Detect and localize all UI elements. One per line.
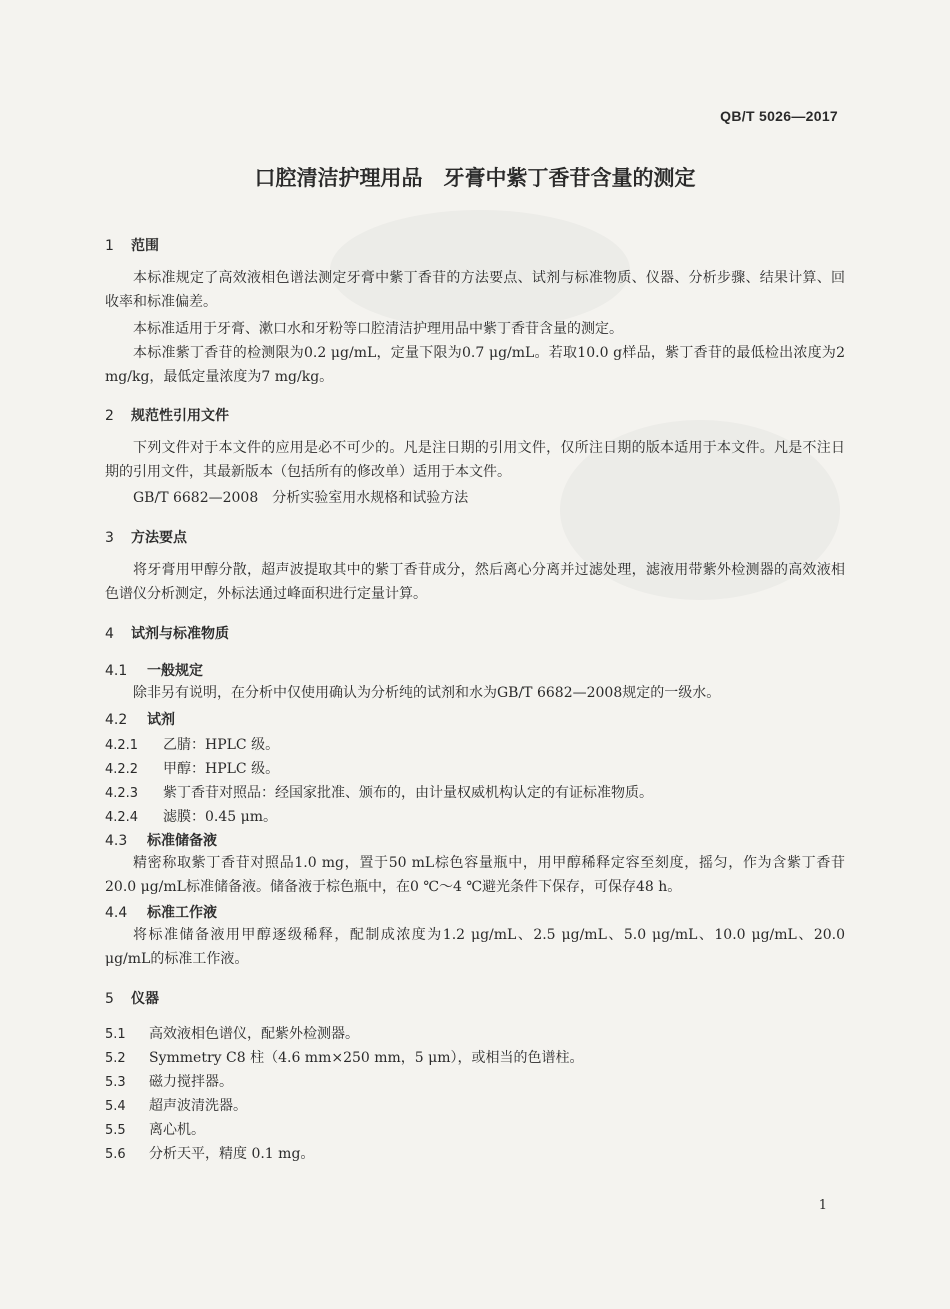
subsection-number: 4.1: [105, 663, 128, 679]
item-text: 离心机。: [149, 1122, 205, 1138]
item-text: 超声波清洗器。: [149, 1098, 247, 1114]
subsection-number: 4.3: [105, 833, 128, 849]
section-title: 方法要点: [131, 530, 187, 546]
subsection-title: 试剂: [147, 712, 175, 728]
item-text: 紫丁香苷对照品：经国家批准、颁布的，由计量权威机构认定的有证标准物质。: [163, 785, 653, 801]
subsection-4-4-heading: [105, 902, 217, 922]
item-number: 5.3: [105, 1075, 126, 1090]
subsection-title: 一般规定: [147, 663, 203, 679]
item-text: 高效液相色谱仪，配紫外检测器。: [149, 1026, 359, 1042]
item-text: Symmetry C8 柱（4.6 mm×250 mm，5 μm），或相当的色谱柱。: [149, 1050, 584, 1066]
section-title: 规范性引用文件: [131, 408, 229, 424]
item-text: 磁力搅拌器。: [149, 1074, 233, 1090]
list-item: [105, 1095, 247, 1115]
section-number: 3: [105, 530, 114, 546]
list-item: [105, 1119, 205, 1139]
section-5-heading: [105, 988, 159, 1008]
item-number: 5.2: [105, 1051, 126, 1066]
section-number: 4: [105, 626, 114, 642]
item-number: 5.6: [105, 1147, 126, 1162]
item-text: 分析天平，精度 0.1 mg。: [149, 1146, 315, 1162]
page-number: 1: [818, 1198, 827, 1213]
paragraph: 下列文件对于本文件的应用是必不可少的。凡是注日期的引用文件，仅所注日期的版本适用于本文件。凡是不注日期的引用文件，其最新版本（包括所有的修改单）适用于本文件。: [105, 440, 845, 480]
paragraph: 本标准适用于牙膏、漱口水和牙粉等口腔清洁护理用品中紫丁香苷含量的测定。: [133, 321, 623, 337]
list-item: [105, 1071, 233, 1091]
list-item: [105, 758, 279, 778]
paragraph: 精密称取紫丁香苷对照品1.0 mg，置于50 mL棕色容量瓶中，用甲醇稀释定容至刻度，摇匀，作为含紫丁香苷20.0 μg/mL标准储备液。储备液于棕色瓶中，在0 ℃～4 ℃避光条件下保存，可保存48 h。: [105, 855, 845, 895]
section-title: 试剂与标准物质: [131, 626, 229, 642]
list-item: [105, 734, 279, 754]
standard-code: QB/T 5026—2017: [720, 108, 838, 124]
subsection-number: 4.4: [105, 905, 128, 921]
subsection-4-1-heading: [105, 660, 203, 680]
item-text: 乙腈：HPLC 级。: [163, 737, 280, 753]
paragraph: 本标准紫丁香苷的检测限为0.2 μg/mL，定量下限为0.7 μg/mL。若取10.0 g样品，紫丁香苷的最低检出浓度为2 mg/kg，最低定量浓度为7 mg/kg。: [105, 345, 845, 385]
list-item: [105, 1143, 314, 1163]
section-2-heading: [105, 405, 229, 425]
item-text: 滤膜：0.45 μm。: [163, 809, 277, 825]
list-item: [105, 1023, 359, 1043]
subsection-number: 4.2: [105, 712, 128, 728]
subsection-4-3-heading: [105, 830, 217, 850]
paragraph: 将牙膏用甲醇分散，超声波提取其中的紫丁香苷成分，然后离心分离并过滤处理，滤液用带紫外检测器的高效液相色谱仪分析测定，外标法通过峰面积进行定量计算。: [105, 562, 845, 602]
subsection-title: 标准储备液: [147, 833, 217, 849]
list-item: [105, 1047, 584, 1067]
paragraph: 除非另有说明，在分析中仅使用确认为分析纯的试剂和水为GB/T 6682—2008规定的一级水。: [133, 685, 721, 701]
section-number: 5: [105, 991, 114, 1007]
item-number: 5.1: [105, 1027, 126, 1042]
item-number: 5.5: [105, 1123, 126, 1138]
item-text: 甲醇：HPLC 级。: [163, 761, 280, 777]
list-item: [105, 806, 277, 826]
section-title: 仪器: [131, 991, 159, 1007]
item-number: 4.2.2: [105, 762, 139, 777]
section-1-heading: [105, 235, 159, 255]
paragraph: 将标准储备液用甲醇逐级稀释，配制成浓度为1.2 μg/mL、2.5 μg/mL、5.0 μg/mL、10.0 μg/mL、20.0 μg/mL的标准工作液。: [105, 927, 845, 967]
subsection-title: 标准工作液: [147, 905, 217, 921]
subsection-4-2-heading: [105, 709, 175, 729]
section-number: 1: [105, 238, 114, 254]
section-3-heading: [105, 527, 187, 547]
item-number: 4.2.1: [105, 738, 139, 753]
item-number: 5.4: [105, 1099, 126, 1114]
section-number: 2: [105, 408, 114, 424]
list-item: [105, 782, 653, 802]
reference-entry: GB/T 6682—2008 分析实验室用水规格和试验方法: [133, 490, 469, 506]
item-number: 4.2.4: [105, 810, 139, 825]
section-title: 范围: [131, 238, 159, 254]
item-number: 4.2.3: [105, 786, 139, 801]
paragraph: 本标准规定了高效液相色谱法测定牙膏中紫丁香苷的方法要点、试剂与标准物质、仪器、分析步骤、结果计算、回收率和标准偏差。: [105, 270, 845, 310]
document-title: 口腔清洁护理用品 牙膏中紫丁香苷含量的测定: [254, 166, 696, 190]
section-4-heading: [105, 623, 229, 643]
